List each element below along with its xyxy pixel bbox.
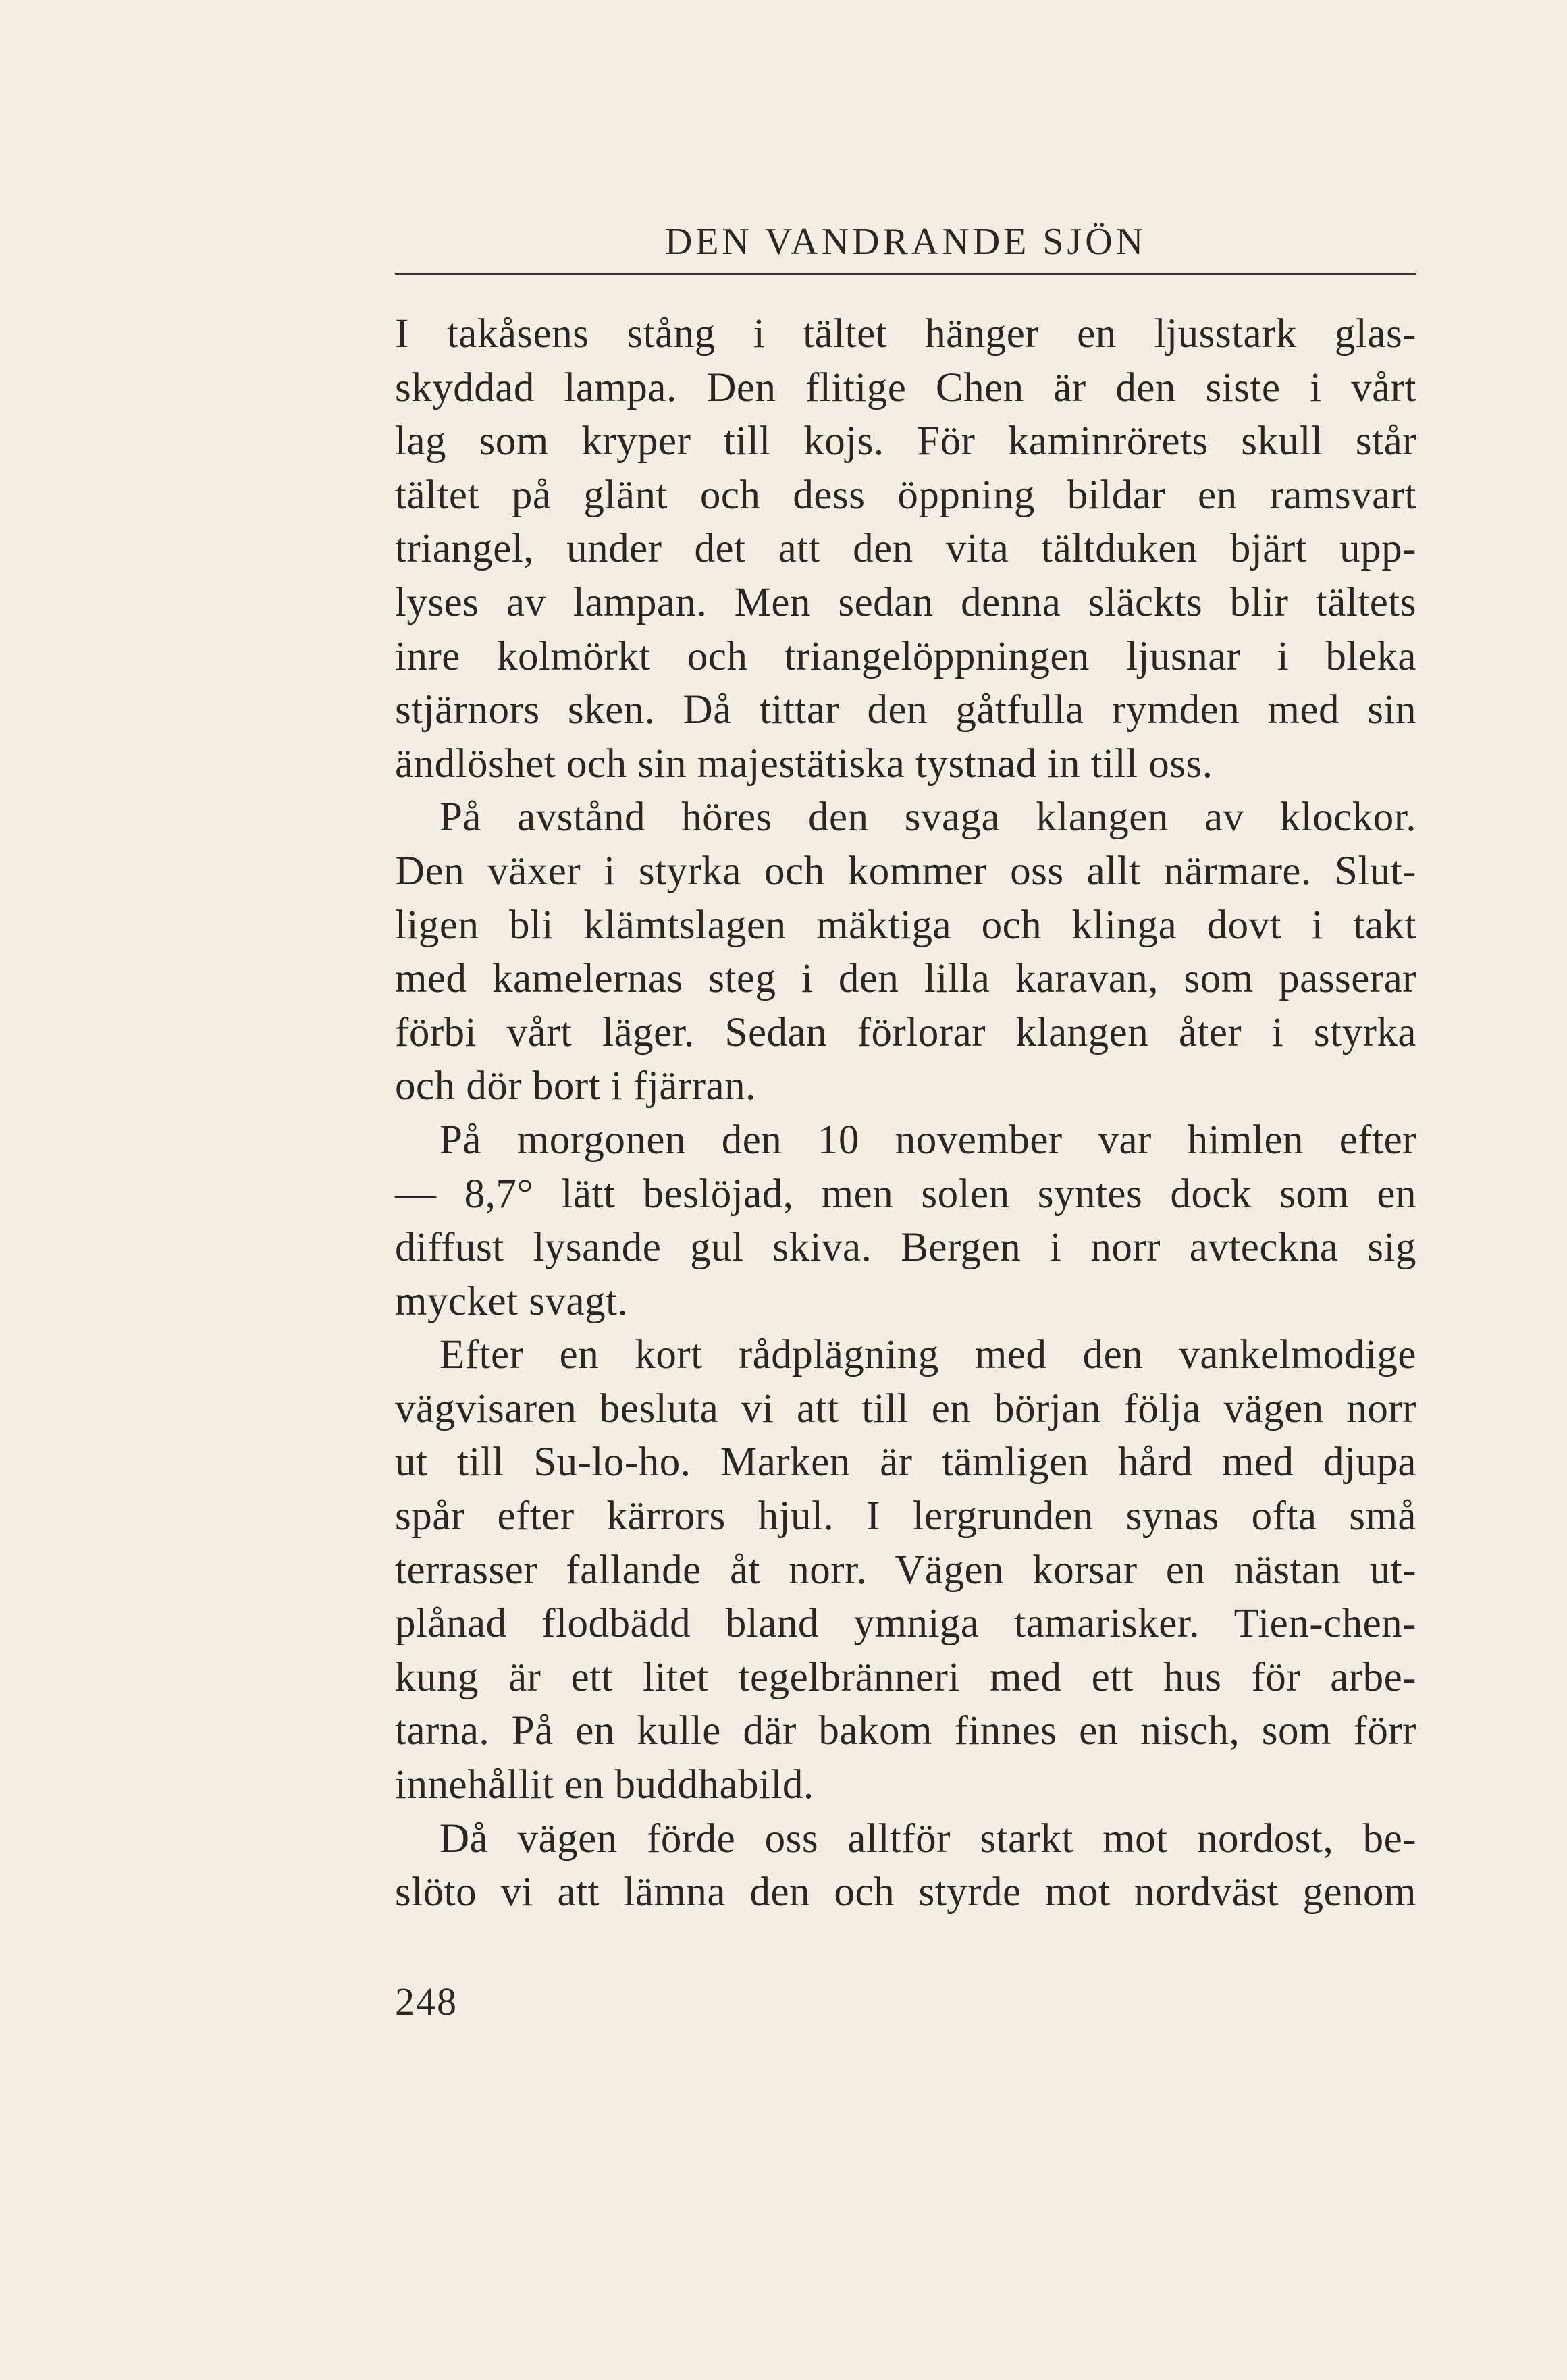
header-rule <box>395 273 1416 275</box>
text-line: vägvisaren besluta vi att till en början följa vägen norr <box>395 1385 1416 1431</box>
text-line: På morgonen den 10 november var himlen efter <box>440 1117 1416 1163</box>
text-line: triangel, under det att den vita tältduken bjärt upp- <box>395 526 1416 572</box>
text-line: mycket svagt. <box>395 1278 629 1324</box>
text-line: diffust lysande gul skiva. Bergen i norr avteckna sig <box>395 1225 1416 1271</box>
text-line: plånad flodbädd bland ymniga tamarisker. Tien-chen- <box>395 1601 1416 1647</box>
text-line: — 8,7° lätt beslöjad, men solen syntes dock som en <box>395 1171 1416 1217</box>
text-line: Då vägen förde oss alltför starkt mot nordost, be- <box>440 1816 1416 1861</box>
text-line: ändlöshet och sin majestätiska tystnad in till oss. <box>395 741 1213 787</box>
text-line: lag som kryper till kojs. För kaminrörets skull står <box>395 419 1416 465</box>
text-line: med kamelernas steg i den lilla karavan, som passerar <box>395 956 1416 1002</box>
text-line: Efter en kort rådplägning med den vankelmodige <box>440 1332 1416 1378</box>
text-line: ligen bli klämtslagen mäktiga och klinga dovt i takt <box>395 902 1416 948</box>
text-line: I takåsens stång i tältet hänger en ljusstark glas- <box>395 311 1416 356</box>
text-line: kung är ett litet tegelbränneri med ett hus för arbe- <box>395 1654 1416 1700</box>
text-line: terrasser fallande åt norr. Vägen korsar en nästan ut- <box>395 1547 1416 1593</box>
text-line: tältet på glänt och dess öppning bildar en ramsvart <box>395 472 1416 518</box>
page-number: 248 <box>395 1980 458 2024</box>
text-line: slöto vi att lämna den och styrde mot nordväst genom <box>395 1870 1416 1915</box>
text-line: och dör bort i fjärran. <box>395 1063 756 1109</box>
text-line: innehållit en buddhabild. <box>395 1762 814 1808</box>
text-line: förbi vårt läger. Sedan förlorar klangen åter i styrka <box>395 1009 1416 1055</box>
text-line: lyses av lampan. Men sedan denna släckts blir tältets <box>395 579 1416 625</box>
text-line: ut till Su-lo-ho. Marken är tämligen hård med djupa <box>395 1439 1416 1485</box>
running-head: DEN VANDRANDE SJÖN <box>664 221 1147 263</box>
text-line: spår efter kärrors hjul. I lergrunden synas ofta små <box>395 1493 1416 1539</box>
text-line: På avstånd höres den svaga klangen av klockor. <box>440 795 1416 841</box>
text-line: tarna. På en kulle där bakom finnes en nisch, som förr <box>395 1708 1416 1754</box>
text-line: inre kolmörkt och triangelöppningen ljusnar i bleka <box>395 633 1416 679</box>
text-line: stjärnors sken. Då tittar den gåtfulla rymden med sin <box>395 687 1416 733</box>
text-line: Den växer i styrka och kommer oss allt närmare. Slut- <box>395 848 1416 894</box>
body-text <box>395 307 1416 1920</box>
text-line: skyddad lampa. Den flitige Chen är den siste i vårt <box>395 365 1416 411</box>
